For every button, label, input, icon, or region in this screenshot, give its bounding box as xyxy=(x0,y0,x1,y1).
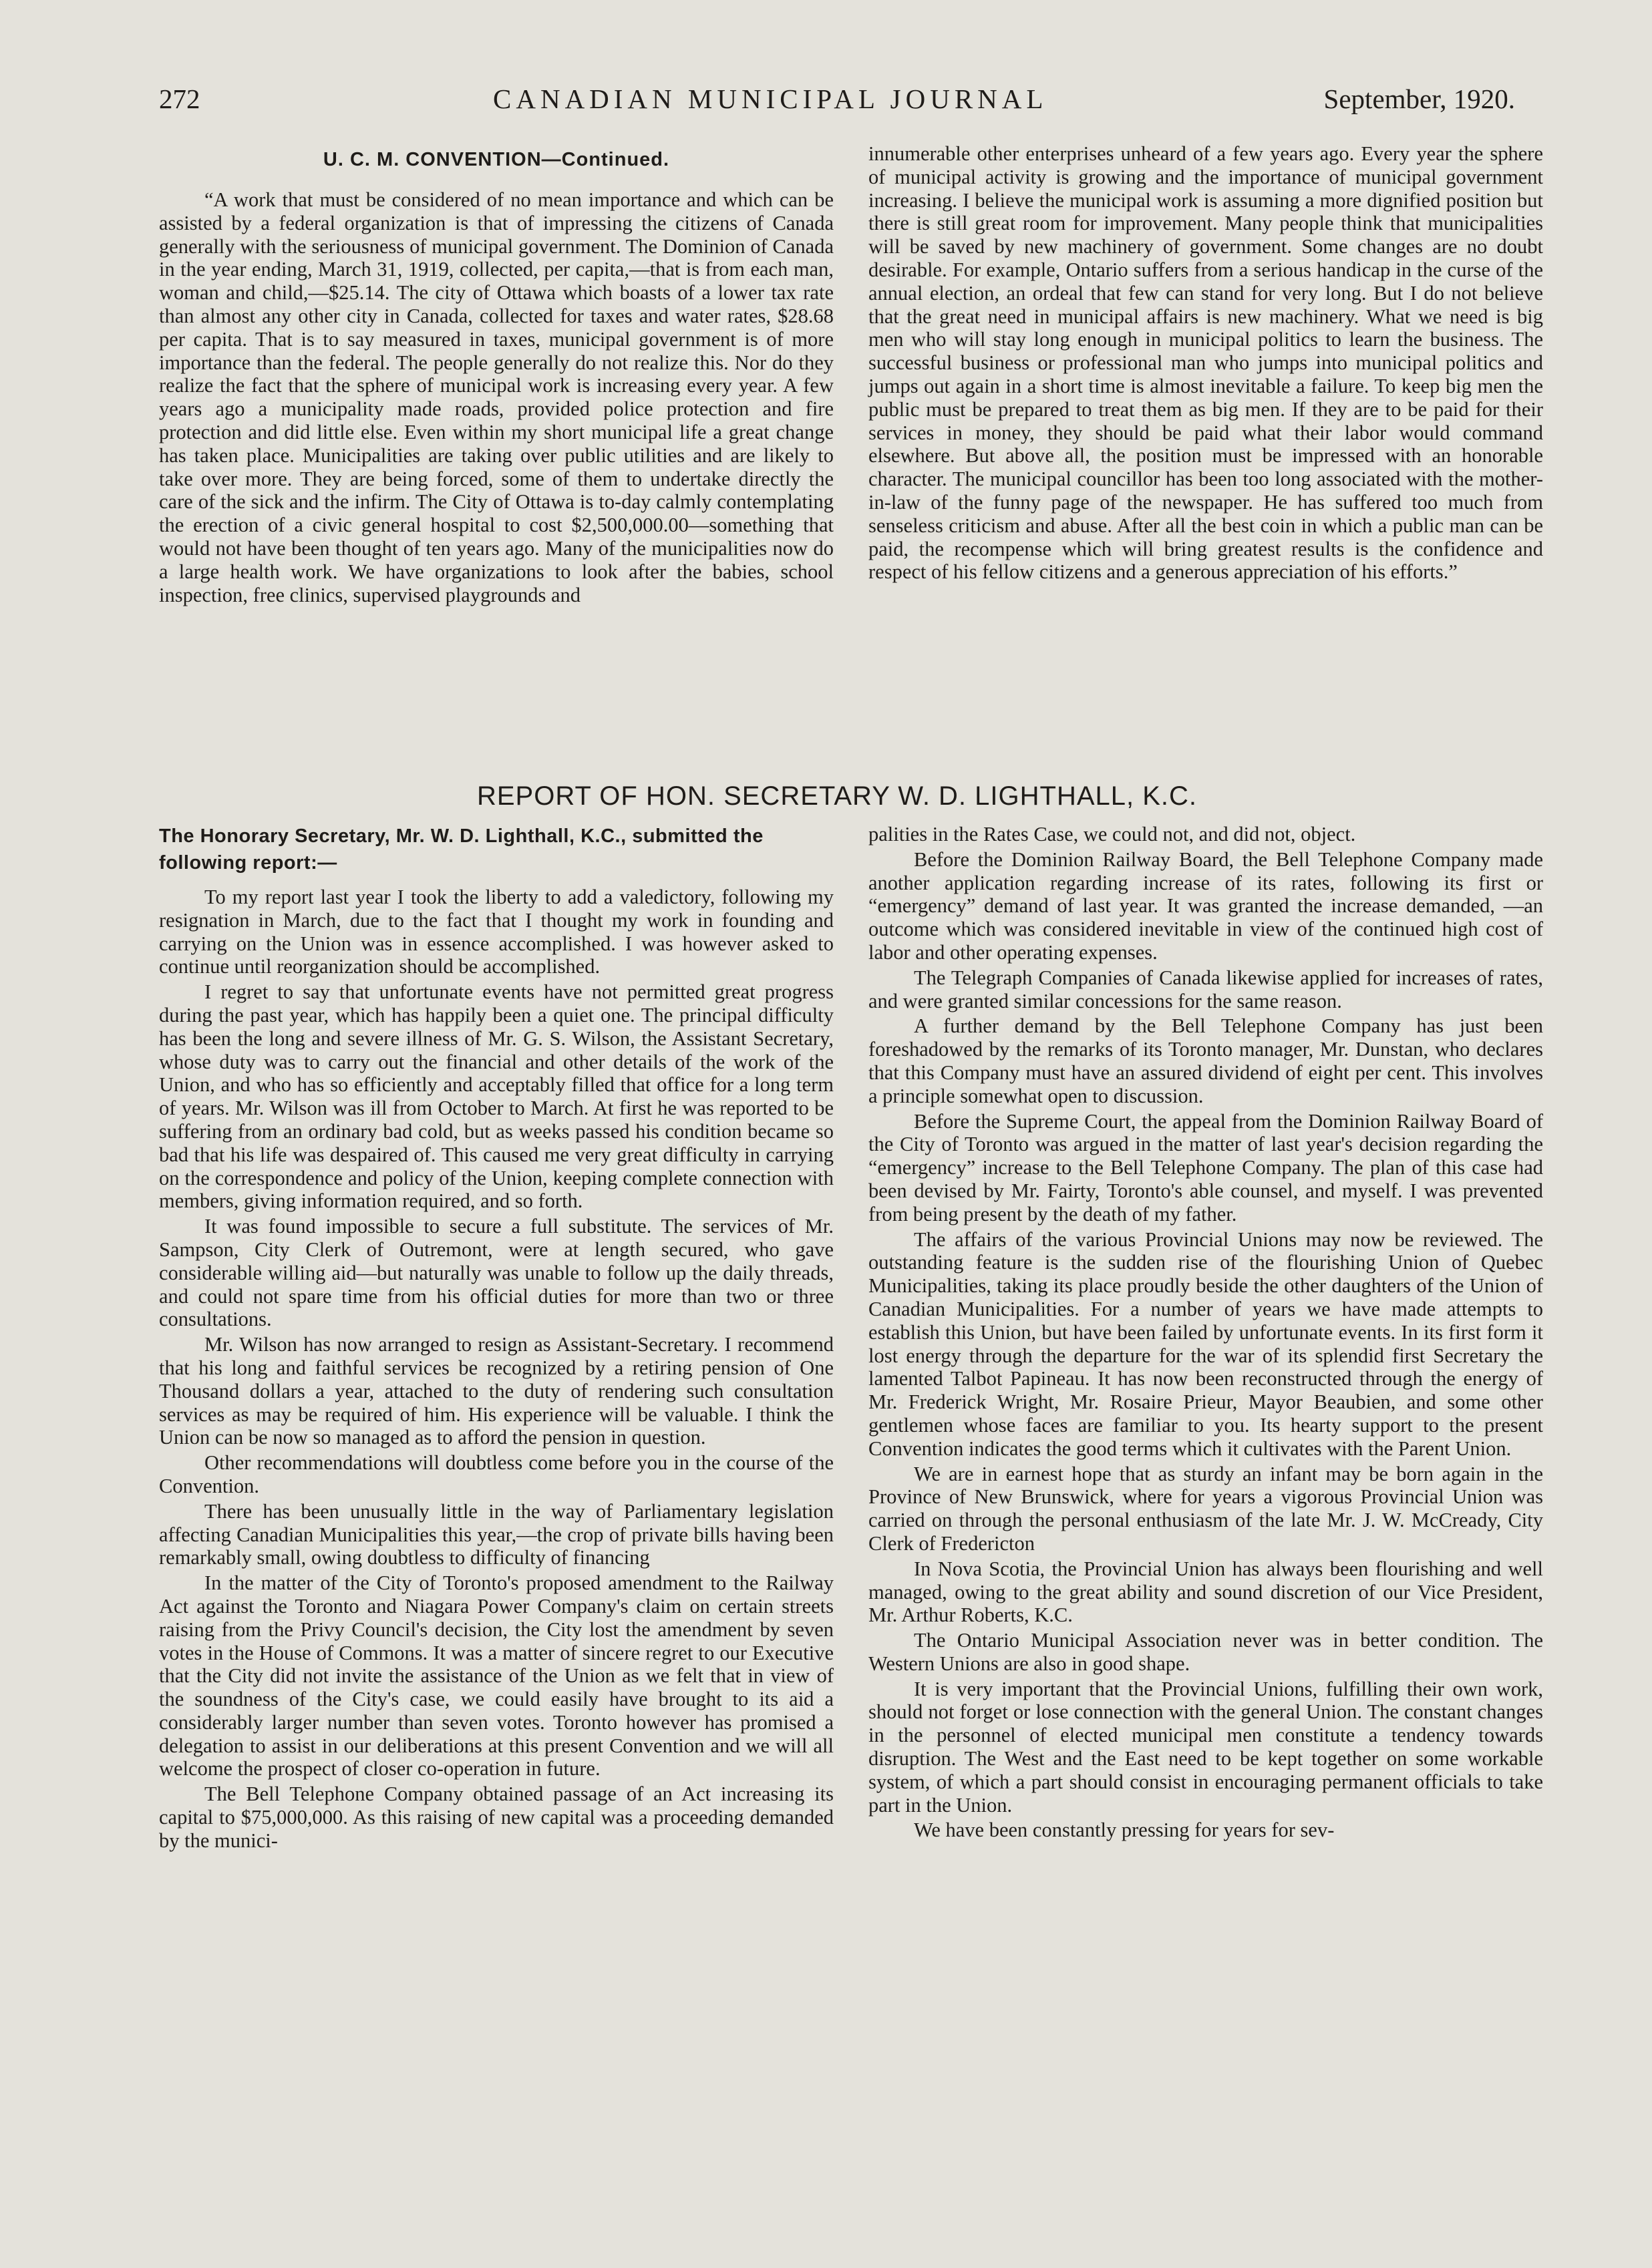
paragraph: We have been constantly pressing for years for sev- xyxy=(914,1819,1335,1842)
paragraph: We are in earnest hope that as sturdy an infant may be born again in the Province of New Brunswick, where for years a vigorous Provincial Union was carried on through the personal enthusiasm of the late Mr. J. W. McCready, City Clerk of Fredericton xyxy=(868,1462,1543,1555)
paragraph: The affairs of the various Provincial Unions may now be reviewed. The outstanding feature is the sudden rise of the flourishing Union of Quebec Municipalities, taking its place proudly beside the other daughters of the Union of Canadian Municipalities. For a number of years we have made attempts to establish this Union, but have been failed by unfortunate events. In its first form it lost energy through the departure for the war of its splendid first Secretary the lamented Talbot Papineau. It has now been reconstructed through the energy of Mr. Frederick Wright, Mr. Rosaire Prieur, Mayor Beaubien, and some other gentlemen whose faces are familiar to you. Its hearty support to the present Convention indicates the good terms which it cultivates with the Parent Union. xyxy=(868,1227,1543,1460)
journal-title: CANADIAN MUNICIPAL JOURNAL xyxy=(493,83,1048,114)
paragraph: There has been unusually little in the way of Parliamentary legislation affecting Canadian Municipalities this year,—the crop of private bills having been remarkably small, owing doubtless to difficulty of financing xyxy=(159,1499,834,1569)
report-lead: The Honorary Secretary, Mr. W. D. Lighthall, K.C., submitted the following report:— xyxy=(159,825,764,874)
paragraph: innumerable other enterprises unheard of a few years ago. Every year the sphere of municipal activity is growing and the importance of municipal government increasing. I believe the municipal work is assuming a more dignified position but there is still great room for improvement. Many people think that municipalities will be saved by new machinery of government. Some changes are no doubt desirable. For example, Ontario suffers from a serious handicap in the curse of the annual election, an ordeal that few can stand for very long. But I do not believe that the great need in municipal affairs is new machinery. What we need is big men who will stay long enough in municipal politics to learn the business. The successful business or professional man who jumps into municipal politics and jumps out again in a short time is almost inevitable a failure. To keep big men the public must be prepared to treat them as big men. If they are to be paid for their services in money, they should be paid what their labor would command elsewhere. But above all, the position must be impressed with an honorable character. The municipal councillor has been too long associated with the mother-in-law of the funny page of the newspaper. He has suffered too much from senseless criticism and abuse. After all the best coin in which a public man can be paid, the recompense which will bring greatest results is the confidence and respect of his fellow citizens and a generous appreciation of his efforts.” xyxy=(868,142,1543,584)
issue-date: September, 1920. xyxy=(1323,83,1515,114)
paragraph: Other recommendations will doubtless come before you in the course of the Convention. xyxy=(159,1451,834,1497)
paragraph: I regret to say that unfortunate events have not permitted great progress during the past year, which has happily been a quiet one. The principal difficulty has been the long and severe illness of Mr. G. S. Wilson, the Assistant Secretary, whose duty was to carry out the financial and other details of the work of the Union, and who has so efficiently and acceptably filled that office for a long term of years. Mr. Wilson was ill from October to March. At first he was reported to be suffering from an ordinary bad cold, but as weeks passed his condition became so bad that his life was despaired of. This caused me very great difficulty in carrying on the correspondence and policy of the Union, keeping complete connection with members, giving information required, and so forth. xyxy=(159,980,834,1213)
paragraph: A further demand by the Bell Telephone Company has just been foreshadowed by the remarks of its Toronto manager, Mr. Dunstan, who declares that this Company must have an assured dividend of eight per cent. This involves a principle somewhat open to discussion. xyxy=(868,1014,1543,1107)
paragraph: “A work that must be considered of no mean importance and which can be assisted by a federal organization is that of impressing the citizens of Canada generally with the seriousness of municipal government. The Dominion of Canada in the year ending, March 31, 1919, collected, per capita,—that is from each man, woman and child,—$25.14. The city of Ottawa which boasts of a lower tax rate than almost any other city in Canada, collected for taxes and water rates, $28.68 per capita. That is to say measured in taxes, municipal government is of more importance than the federal. The people generally do not realize this. Nor do they realize the fact that the sphere of municipal work is increasing every year. A few years ago a municipality made roads, provided police protection and fire protection and did little else. Even within my short municipal life a great change has taken place. Municipalities are taking over public utilities and are likely to take over more. They are being forced, some of them to undertake directly the care of the sick and the infirm. The City of Ottawa is to-day calmly contemplating the erection of a civic general hospital to cost $2,500,000.00—something that would not have been thought of ten years ago. Many of the municipalities now do a large health work. We have organizations to look after the babies, school inspection, free clinics, supervised playgrounds and xyxy=(159,188,834,606)
paragraph: To my report last year I took the liberty to add a valedictory, following my resignation in March, due to the fact that I thought my work in founding and carrying on the Union was in essence accomplished. I was however asked to continue until reorganization should be accomplished. xyxy=(159,886,834,978)
paragraph: The Telegraph Companies of Canada likewise applied for increases of rates, and were granted similar concessions for the same reason. xyxy=(868,966,1543,1012)
convention-column-left xyxy=(159,147,834,606)
paragraph: Before the Supreme Court, the appeal from the Dominion Railway Board of the City of Toronto was argued in the matter of last year's decision regarding the “emergency” increase to the Bell Telephone Company. The plan of this case had been devised by Mr. Fairty, Toronto's able counsel, and myself. I was prevented from being present by the death of my father. xyxy=(868,1109,1543,1225)
report-column-left xyxy=(159,823,834,1853)
report-title: REPORT OF HON. SECRETARY W. D. LIGHTHALL, K.C. xyxy=(476,781,1198,811)
paragraph: palities in the Rates Case, we could not, and did not, object. xyxy=(868,823,1356,845)
report-column-right xyxy=(868,823,1543,1842)
convention-column-right xyxy=(868,142,1543,584)
page-number: 272 xyxy=(159,83,200,114)
paragraph: It was found impossible to secure a full substitute. The services of Mr. Sampson, City Clerk of Outremont, were at length secured, who gave considerable willing aid—but naturally was unable to follow up the daily threads, and could not spare time from his official duties for more than two or three consultations. xyxy=(159,1215,834,1331)
running-header xyxy=(159,79,1515,119)
paragraph: In Nova Scotia, the Provincial Union has always been flourishing and well managed, owing to the great ability and sound discretion of our Vice President, Mr. Arthur Roberts, K.C. xyxy=(868,1557,1543,1627)
paragraph: The Ontario Municipal Association never was in better condition. The Western Unions are also in good shape. xyxy=(868,1629,1543,1675)
paragraph: It is very important that the Provincial Unions, fulfilling their own work, should not forget or lose connection with the general Union. The constant changes in the personnel of elected municipal men constitute a tendency towards disruption. The West and the East need to be kept together on some workable system, of which a part should consist in encouraging permanent officials to take part in the Union. xyxy=(868,1677,1543,1817)
convention-heading: U. C. M. CONVENTION—Continued. xyxy=(323,149,670,170)
paragraph: In the matter of the City of Toronto's proposed amendment to the Railway Act against the Toronto and Niagara Power Company's claim on certain streets raising from the Privy Council's decision, the City lost the amendment by seven votes in the House of Commons. It was a matter of sincere regret to our Executive that the City did not invite the assistance of the Union as we felt that in view of the soundness of the City's case, we could easily have brought to its aid a considerably larger number than seven votes. Toronto however has promised a delegation to assist in our deliberations at this present Convention and we will all welcome the prospect of closer co-operation in future. xyxy=(159,1571,834,1780)
paragraph: Mr. Wilson has now arranged to resign as Assistant-Secretary. I recommend that his long and faithful services be recognized by a retiring pension of One Thousand dollars a year, attached to the duty of rendering such consultation services as may be required of him. His experience will be valuable. I think the Union can be now so managed as to afford the pension in question. xyxy=(159,1333,834,1449)
paragraph: The Bell Telephone Company obtained passage of an Act increasing its capital to $75,000,000. As this raising of new capital was a proceeding demanded by the munici- xyxy=(159,1782,834,1852)
paragraph: Before the Dominion Railway Board, the Bell Telephone Company made another application regarding increase of its rates, following its first or “emergency” demand of last year. It was granted the increase demanded, —an outcome which was considered inevitable in view of the continued high cost of labor and other operating expenses. xyxy=(868,847,1543,964)
